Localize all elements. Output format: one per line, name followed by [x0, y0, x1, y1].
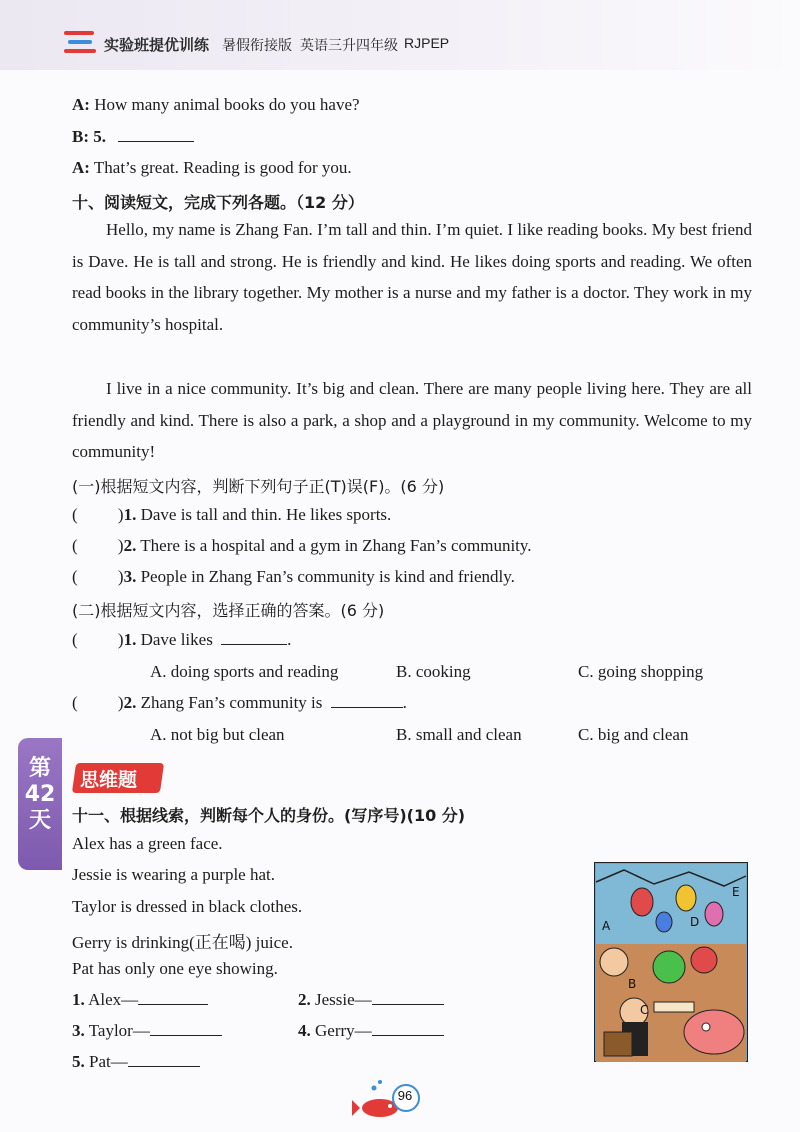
answer-blank[interactable]: [150, 1034, 222, 1036]
paren-close: ): [117, 630, 124, 649]
clue-1: Alex has a green face.: [72, 834, 223, 853]
section-10-title: 十、阅读短文，完成下列各题。（12 分）: [72, 193, 364, 212]
paren-close: ): [117, 567, 124, 586]
brand-logo-icon: [62, 28, 100, 58]
answer-4: [298, 1021, 444, 1041]
header-brand: 实验班提优训练: [104, 37, 210, 54]
dialog-text: That’s great. Reading is good for you.: [93, 158, 352, 177]
tf-text: People in Zhang Fan’s community is kind and friendly.: [140, 567, 515, 586]
passage-paragraph-1: Hello, my name is Zhang Fan. I’m tall and thin. I’m quiet. I like reading books. My best friend is Dave. He is tall and strong. He is friendly and kind. He likes doing sports and reading. We often read books in the library together. My mother is a nurse and my father is a doctor. They work in my community’s hospital.: [72, 220, 752, 334]
tf-number: 3.: [123, 567, 137, 586]
illus-label-b: B: [628, 977, 637, 991]
dialog-line-2: [72, 127, 194, 147]
tf-text: Dave is tall and thin. He likes sports.: [140, 505, 392, 524]
clue-5: Pat has only one eye showing.: [72, 959, 278, 978]
answer-name: Alex—: [88, 990, 139, 1009]
paren-close: ): [117, 505, 124, 524]
tf-text: There is a hospital and a gym in Zhang Fan’s community.: [140, 536, 532, 555]
page-number: 96: [397, 1088, 413, 1103]
header-edition: 暑假衔接版: [222, 37, 292, 53]
answer-name: Gerry—: [315, 1021, 372, 1040]
paren-close: ): [117, 693, 124, 712]
tf-number: 2.: [123, 536, 137, 555]
dialog-speaker: B:: [72, 127, 89, 146]
answer-blank[interactable]: [372, 1034, 444, 1036]
answer-number: 1.: [72, 990, 85, 1009]
answer-3: [72, 1021, 222, 1041]
clue-3: Taylor is dressed in black clothes.: [72, 897, 303, 916]
thinking-badge-label: 思维题: [80, 769, 138, 791]
mc-stem: Dave likes: [140, 630, 213, 649]
mc-number: 1.: [123, 630, 137, 649]
dialog-line-1: [72, 95, 360, 115]
dialog-speaker: A:: [72, 95, 90, 114]
answer-blank[interactable]: [372, 1003, 444, 1005]
answer-name: Pat—: [89, 1052, 128, 1071]
clue-2: Jessie is wearing a purple hat.: [72, 865, 275, 884]
paren-open: (: [72, 567, 78, 586]
tf-number: 1.: [123, 505, 137, 524]
section-11-title: 十一、根据线索，判断每个人的身份。(写序号)(10 分): [72, 806, 466, 825]
answer-blank[interactable]: [128, 1065, 200, 1067]
answer-2: [298, 990, 444, 1010]
dialog-line-3: [72, 158, 352, 178]
illus-label-a: A: [602, 919, 611, 933]
mc-option-2c: C. big and clean: [578, 725, 689, 744]
part-2-title: (二)根据短文内容，选择正确的答案。(6 分): [72, 601, 385, 620]
answer-blank[interactable]: [138, 1003, 208, 1005]
mc-stem: Zhang Fan’s community is: [140, 693, 323, 712]
answer-number: 3.: [72, 1021, 85, 1040]
answer-5: [72, 1052, 200, 1072]
mc-item-2: [72, 693, 407, 713]
passage-paragraph-2: I live in a nice community. It’s big and clean. There are many people living here. They are all friendly and kind. There is also a park, a shop and a playground in my community. Welcome to my community!: [72, 379, 752, 462]
answer-name: Taylor—: [88, 1021, 150, 1040]
illus-label-c: C: [640, 1003, 649, 1017]
part-1-title: (一)根据短文内容，判断下列句子正(T)误(F)。(6 分): [72, 477, 445, 496]
dialog-speaker: A:: [72, 158, 90, 177]
header-grade: 英语三升四年级: [300, 37, 398, 53]
illus-label-d: D: [690, 915, 700, 929]
answer-number: 4.: [298, 1021, 311, 1040]
answer-blank[interactable]: [331, 706, 403, 708]
mc-option-1b: B. cooking: [396, 662, 471, 681]
answer-1: [72, 990, 208, 1010]
paren-open: (: [72, 693, 78, 712]
answer-blank[interactable]: [118, 140, 194, 142]
answer-number: 5.: [72, 1052, 85, 1071]
paren-open: (: [72, 630, 78, 649]
paren-open: (: [72, 505, 78, 524]
answer-number: 2.: [298, 990, 311, 1009]
tf-item-1: [72, 505, 391, 525]
mc-option-1c: C. going shopping: [578, 662, 704, 681]
clue-4: Gerry is drinking(正在喝) juice.: [72, 933, 293, 952]
mc-item-1: [72, 630, 291, 650]
dialog-text: 5.: [93, 127, 106, 146]
mc-number: 2.: [123, 693, 137, 712]
tf-item-3: [72, 567, 515, 587]
answer-blank[interactable]: [221, 643, 287, 645]
mc-option-2b: B. small and clean: [396, 725, 522, 744]
illus-label-e: E: [732, 885, 740, 899]
mc-option-2a: A. not big but clean: [150, 725, 285, 744]
dialog-text: How many animal books do you have?: [94, 95, 360, 114]
mc-stem-end: .: [402, 693, 407, 712]
header-publisher: RJPEP: [404, 35, 450, 51]
day-side-tab-label: 第42天: [24, 756, 56, 833]
paren-open: (: [72, 536, 78, 555]
mc-option-1a: A. doing sports and reading: [150, 662, 339, 681]
tf-item-2: [72, 536, 532, 556]
answer-name: Jessie—: [315, 990, 372, 1009]
party-illustration: [594, 862, 748, 1062]
mc-stem-end: .: [287, 630, 292, 649]
paren-close: ): [117, 536, 124, 555]
